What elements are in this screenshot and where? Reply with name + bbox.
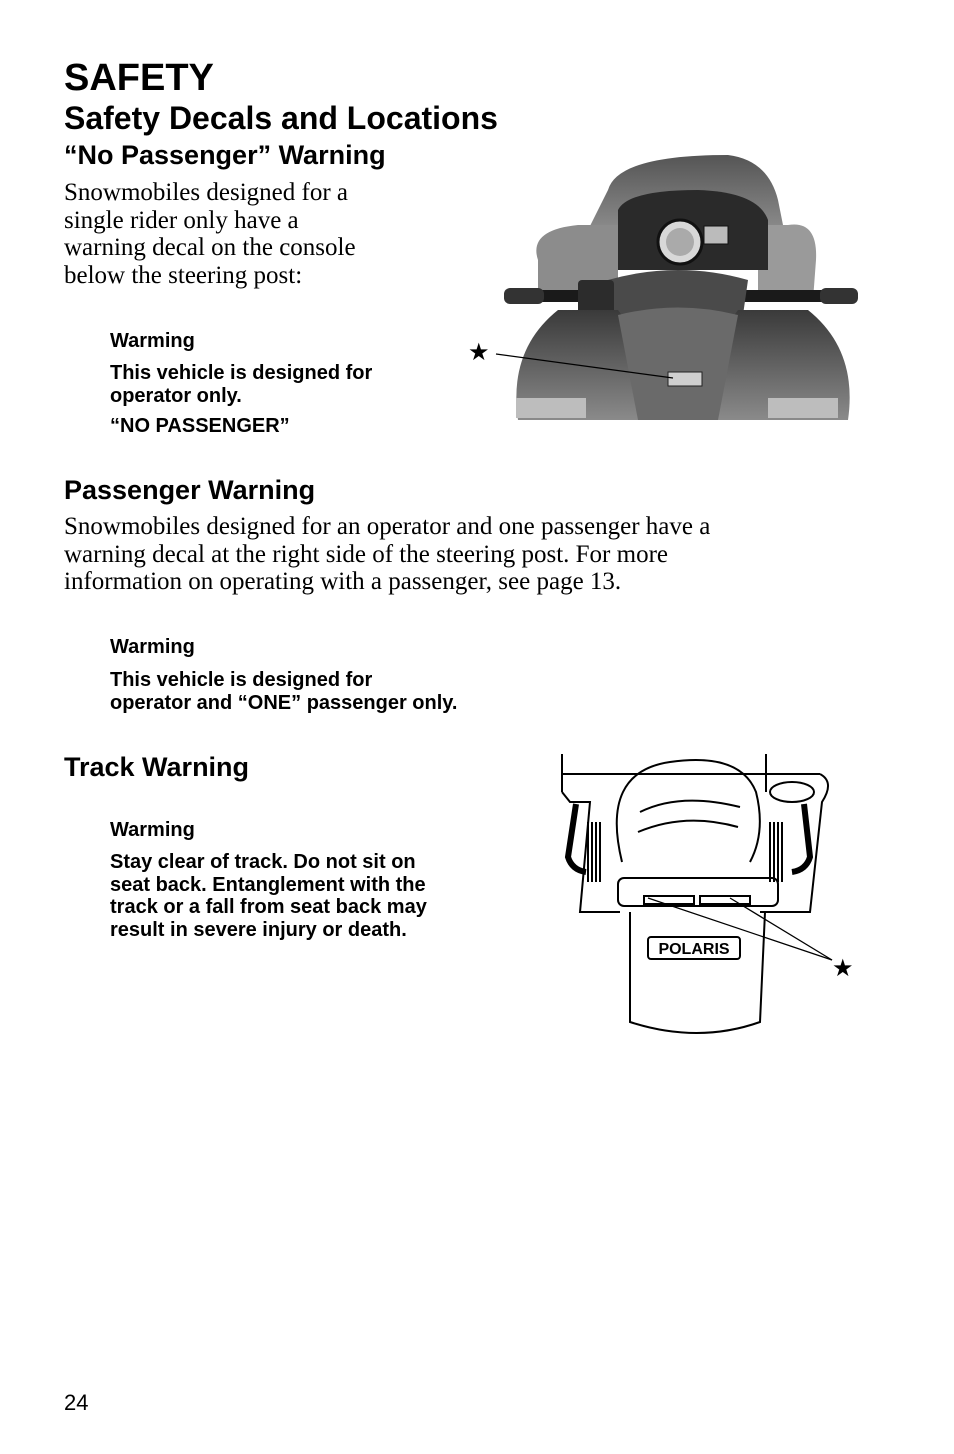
passenger-body: Snowmobiles designed for an operator and one passenger have a warning decal at the right side of the steering post. For more information on operating with a passenger, see page 13. [64, 513, 711, 595]
no-passenger-heading: “No Passenger” Warning [64, 140, 386, 170]
snowmobile-console-photo [468, 150, 862, 420]
snowmobile-rear-drawing [560, 752, 860, 1042]
track-decal-title: Warming [110, 819, 195, 841]
passenger-decal-text: This vehicle is designed for operator and “ONE” passenger only. [110, 669, 458, 714]
rear-callout-star: ★ [832, 955, 854, 982]
console-callout-star: ★ [468, 339, 490, 366]
no-passenger-decal-emphasis: “NO PASSENGER” [110, 415, 290, 437]
passenger-decal-title: Warming [110, 636, 195, 658]
no-passenger-decal-title: Warming [110, 330, 195, 352]
snowmobile-console-figure [468, 150, 862, 420]
snowmobile-rear-figure [560, 752, 860, 1042]
no-passenger-decal-text: This vehicle is designed for operator only. [110, 362, 373, 407]
track-heading: Track Warning [64, 752, 250, 782]
track-decal-text: Stay clear of track. Do not sit on seat back. Entanglement with the track or a fall from seat back may result in severe injury or death. [110, 851, 427, 941]
subsection-title: Safety Decals and Locations [64, 100, 498, 136]
passenger-heading: Passenger Warning [64, 475, 316, 505]
polaris-logo: POLARIS [658, 941, 730, 958]
page-number: 24 [64, 1390, 89, 1415]
section-title: SAFETY [64, 57, 214, 99]
no-passenger-body: Snowmobiles designed for a single rider only have a warning decal on the console below the steering post: [64, 179, 356, 289]
